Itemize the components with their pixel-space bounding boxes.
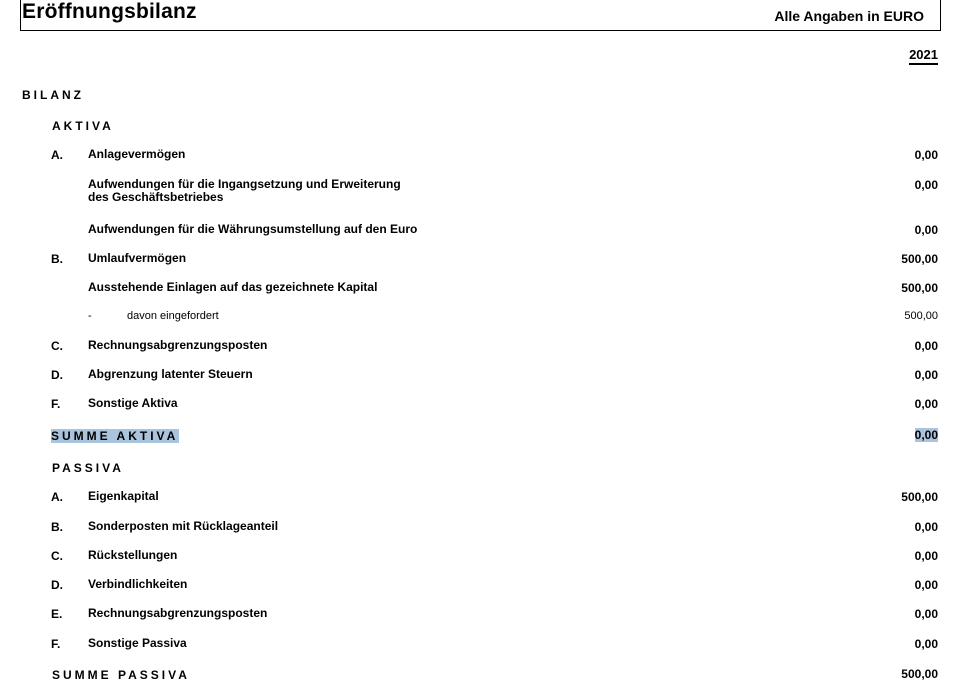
row-letter: C. [51,549,63,563]
row-amount: 500,00 [901,252,938,266]
passiva-row-rueckstellungen [0,549,960,565]
row-label: Ausstehende Einlagen auf das gezeichnete Kapital [88,280,378,294]
bilanz-heading: BILANZ [22,88,84,102]
row-label: Rechnungsabgrenzungsposten [88,338,268,352]
row-label [88,178,508,204]
passiva-row-eigenkapital [0,490,960,506]
aktiva-row-rechnungsabgrenzung [0,339,960,355]
row-label: Rückstellungen [88,548,178,562]
aktiva-row-anlagevermoegen [0,148,960,164]
row-letter: A. [51,490,63,504]
aktiva-row-waehrungsumstellung [0,223,960,239]
row-label: Verbindlichkeiten [88,577,188,591]
aktiva-heading: AKTIVA [52,119,114,133]
row-amount: 0,00 [914,397,938,411]
passiva-row-verbindlichkeiten [0,578,960,594]
row-label: Rechnungsabgrenzungsposten [88,606,268,620]
row-amount: 500,00 [904,310,938,322]
aktiva-row-ausstehende-einlagen [0,281,960,297]
summe-aktiva-label[interactable]: SUMME AKTIVA [51,429,179,443]
row-letter: B. [51,520,63,534]
document-title: Eröffnungsbilanz [22,0,197,23]
aktiva-row-davon-eingefordert [0,310,960,326]
summe-aktiva-amount[interactable]: 0,00 [914,428,938,442]
row-label: Anlagevermögen [88,147,186,161]
passiva-heading: PASSIVA [52,461,124,475]
row-dash: - [88,310,92,322]
row-label: Abgrenzung latenter Steuern [88,367,253,381]
row-letter: C. [51,339,63,353]
row-amount: 0,00 [914,178,938,192]
row-label: Aufwendungen für die Währungsumstellung auf den Euro [88,222,418,236]
row-letter: A. [51,148,63,162]
row-letter: D. [51,368,63,382]
row-amount: 0,00 [914,148,938,162]
passiva-row-rechnungsabgrenzung [0,607,960,623]
aktiva-row-sonstige [0,397,960,413]
row-amount: 0,00 [914,549,938,563]
summe-passiva-label: SUMME PASSIVA [52,668,190,682]
row-amount: 500,00 [901,490,938,504]
row-amount: 0,00 [914,637,938,651]
row-amount: 0,00 [914,520,938,534]
year-column-header: 2021 [909,47,938,65]
aktiva-row-latente-steuern [0,368,960,384]
aktiva-row-ingangsetzung [0,178,960,208]
row-label: Sonstige Passiva [88,636,187,650]
row-letter: B. [51,252,63,266]
row-label: Eigenkapital [88,489,159,503]
currency-note: Alle Angaben in EURO [774,8,924,24]
row-amount: 0,00 [914,223,938,237]
row-label-line2: des Geschäftsbetriebes [88,190,224,204]
row-letter: E. [51,607,63,621]
row-amount: 0,00 [914,607,938,621]
row-label-line1: Aufwendungen für die Ingangsetzung und Erweiterung [88,177,401,191]
aktiva-row-umlaufvermoegen [0,252,960,268]
row-label: Umlaufvermögen [88,251,187,265]
row-letter: F. [51,637,61,651]
row-amount: 0,00 [914,368,938,382]
row-letter: D. [51,578,63,592]
row-letter: F. [51,397,61,411]
row-label: Sonderposten mit Rücklageanteil [88,519,279,533]
summe-passiva-amount: 500,00 [901,667,938,681]
row-amount: 0,00 [914,578,938,592]
row-label: Sonstige Aktiva [88,396,178,410]
row-label: davon eingefordert [127,310,219,322]
row-amount: 500,00 [901,281,938,295]
row-amount: 0,00 [914,339,938,353]
passiva-row-sonstige [0,637,960,653]
passiva-row-sonderposten [0,520,960,536]
